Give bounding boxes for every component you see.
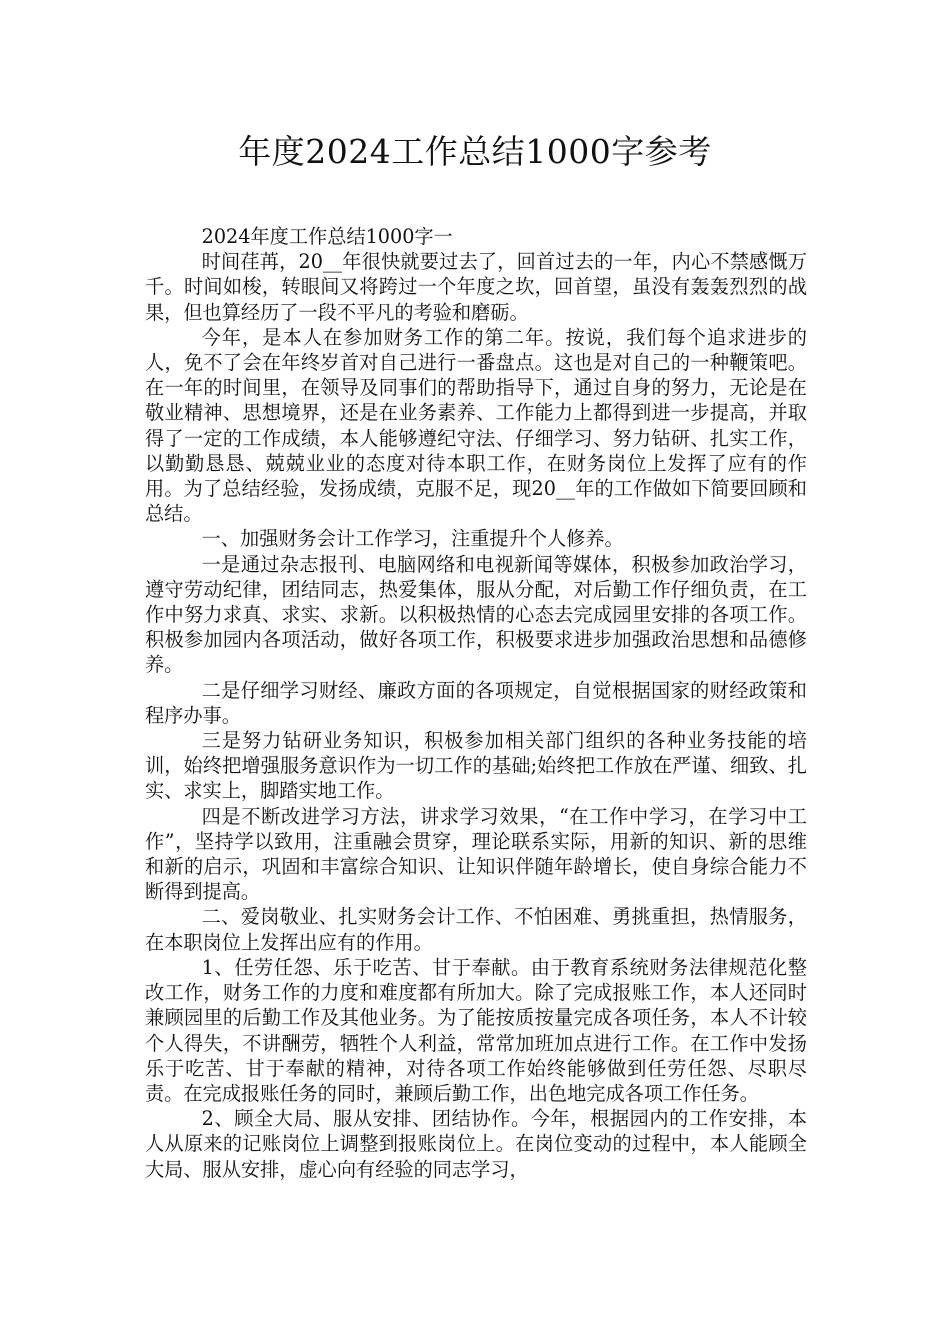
body-paragraph: 四是不断改进学习方法，讲求学习效果，“在工作中学习，在学习中工作”，坚持学以致用，注重融会贯穿，理论联系实际，用新的知识、新的思维和新的启示，巩固和丰富综合知识、让知识伴随年龄增长，使自身综合能力不断得到提高。 — [145, 804, 807, 904]
section-heading: 一、加强财务会计工作学习，注重提升个人修养。 — [201, 527, 624, 551]
document-body — [145, 224, 807, 1182]
body-paragraph: 三是努力钻研业务知识，积极参加相关部门组织的各种业务技能的培训，始终把增强服务意识作为一切工作的基础;始终把工作放在严谨、细致、扎实、求实上，脚踏实地工作。 — [145, 729, 807, 803]
body-paragraph: 2、顾全大局、服从安排、团结协作。今年，根据园内的工作安排，本人从原来的记账岗位上调整到报账岗位上。在岗位变动的过程中，本人能顾全大局、服从安排，虚心向有经验的同志学习， — [145, 1107, 807, 1181]
body-paragraph: 1、任劳任怨、乐于吃苦、甘于奉献。由于教育系统财务法律规范化整改工作，财务工作的力度和难度都有所加大。除了完成报账工作，本人还同时兼顾园里的后勤工作及其他业务。为了能按质按量完成各项任务，本人不计较个人得失，不讲酬劳，牺牲个人利益，常常加班加点进行工作。在工作中发扬乐于吃苦、甘于奉献的精神，对待各项工作始终能够做到任劳任怨、尽职尽责。在完成报账任务的同时，兼顾后勤工作，出色地完成各项工作任务。 — [145, 955, 807, 1105]
section-heading: 二、爱岗敬业、扎实财务会计工作、不怕困难、勇挑重担，热情服务，在本职岗位上发挥出应有的作用。 — [145, 905, 807, 954]
body-paragraph: 一是通过杂志报刊、电脑网络和电视新闻等媒体，积极参加政治学习，遵守劳动纪律，团结同志，热爱集体，服从分配，对后勤工作仔细负责，在工作中努力求真、求实、求新。以积极热情的心态去完成园里安排的各项工作。积极参加园内各项活动，做好各项工作，积极要求进步加强政治思想和品德修养。 — [145, 552, 807, 677]
body-paragraph: 二是仔细学习财经、廉政方面的各项规定，自觉根据国家的财经政策和程序办事。 — [145, 678, 807, 727]
body-paragraph: 今年，是本人在参加财务工作的第二年。按说，我们每个追求进步的人，免不了会在年终岁首对自己进行一番盘点。这也是对自己的一种鞭策吧。在一年的时间里，在领导及同事们的帮助指导下，通过自身的努力，无论是在敬业精神、思想境界，还是在业务素养、工作能力上都得到进一步提高，并取得了一定的工作成绩，本人能够遵纪守法、仔细学习、努力钻研、扎实工作，以勤勤恳恳、兢兢业业的态度对待本职工作，在财务岗位上发挥了应有的作用。为了总结经验，发扬成绩，克服不足，现20__年的工作做如下简要回顾和总结。 — [145, 325, 807, 526]
document-title: 年度2024工作总结1000字参考 — [238, 132, 712, 171]
body-paragraph: 时间荏苒，20__年很快就要过去了，回首过去的一年，内心不禁感慨万千。时间如梭，转眼间又将跨过一个年度之坎，回首望，虽没有轰轰烈烈的战果，但也算经历了一段不平凡的考验和磨砺。 — [145, 250, 807, 324]
section-heading: 2024年度工作总结1000字一 — [201, 225, 453, 248]
